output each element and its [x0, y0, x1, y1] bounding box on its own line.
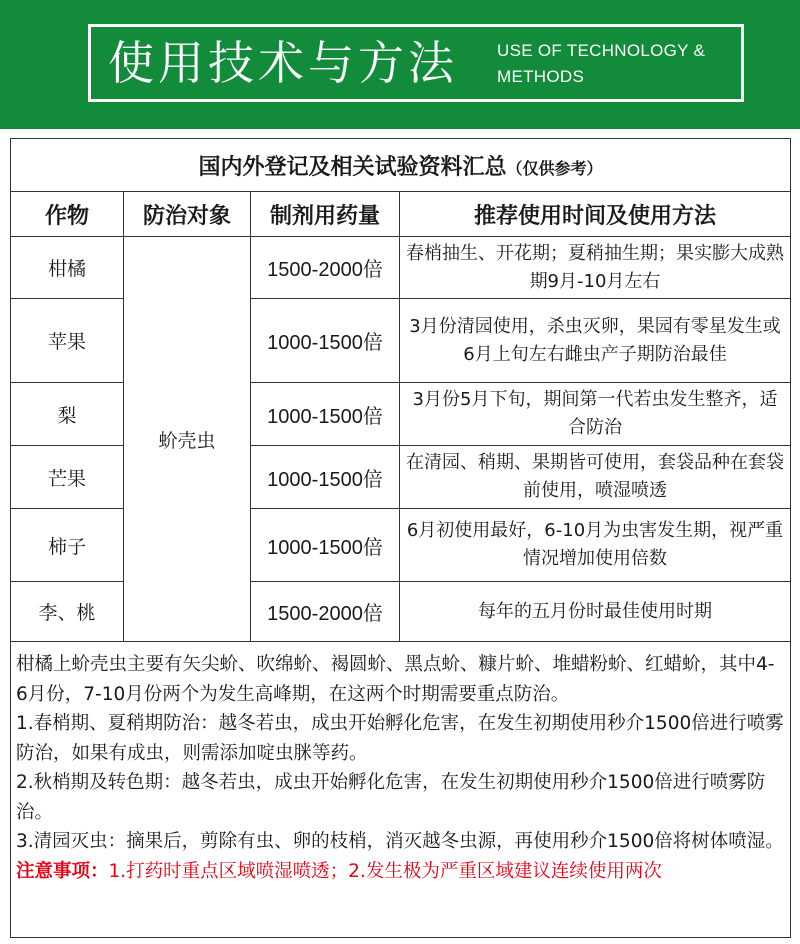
crop-cell: 梨 [11, 383, 124, 446]
crop-cell: 李、桃 [11, 582, 124, 642]
method-cell: 3月份5月下旬，期间第一代若虫发生整齐，适合防治 [400, 383, 791, 446]
header-title-en-line2: METHODS [497, 67, 585, 86]
notes-section [10, 644, 791, 938]
usage-table [10, 138, 791, 642]
dose-cell: 1000-1500倍 [251, 383, 400, 446]
method-cell: 6月初使用最好，6-10月为虫害发生期，视严重情况增加使用倍数 [400, 509, 791, 582]
table-title-text: 国内外登记及相关试验资料汇总 [198, 154, 507, 180]
dose-cell: 1500-2000倍 [251, 582, 400, 642]
notes-item-2: 2.秋梢期及转色期：越冬若虫，成虫开始孵化危害，在发生初期使用秒介1500倍进行喷雾防治。 [16, 772, 766, 823]
dose-cell: 1000-1500倍 [251, 446, 400, 509]
target-cell: 蚧壳虫 [124, 237, 251, 642]
caution-label: 注意事项： [16, 860, 109, 882]
header-crop: 作物 [11, 192, 124, 237]
crop-cell: 苹果 [11, 299, 124, 383]
dose-cell: 1000-1500倍 [251, 509, 400, 582]
method-cell: 3月份清园使用，杀虫灭卵，果园有零星发生或6月上旬左右雌虫产子期防治最佳 [400, 299, 791, 383]
header-banner [0, 0, 800, 129]
caution-line [16, 857, 785, 887]
header-method: 推荐使用时间及使用方法 [400, 192, 791, 237]
table-row [11, 237, 791, 299]
crop-cell: 柑橘 [11, 237, 124, 299]
header-dose: 制剂用药量 [251, 192, 400, 237]
header-title-en [497, 38, 705, 90]
crop-cell: 柿子 [11, 509, 124, 582]
dose-cell: 1000-1500倍 [251, 299, 400, 383]
table-title-note: （仅供参考） [506, 158, 603, 178]
notes-item-1: 1.春梢期、夏稍期防治：越冬若虫，成虫开始孵化危害，在发生初期使用秒介1500倍进行喷雾防治，如果有成虫，则需添加啶虫脒等药。 [16, 713, 784, 764]
notes-intro: 柑橘上蚧壳虫主要有矢尖蚧、吹绵蚧、褐圆蚧、黑点蚧、糠片蚧、堆蜡粉蚧、红蜡蚧，其中4-6月份，7-10月份两个为发生高峰期，在这两个时期需要重点防治。 [16, 654, 775, 705]
header-title-cn: 使用技术与方法 [108, 36, 458, 90]
table-header-row [11, 192, 791, 237]
header-target: 防治对象 [124, 192, 251, 237]
header-title-en-line1: USE OF TECHNOLOGY & [497, 41, 706, 60]
method-cell: 每年的五月份时最佳使用时期 [400, 582, 791, 642]
method-cell: 在清园、稍期、果期皆可使用，套袋品种在套袋前使用，喷湿喷透 [400, 446, 791, 509]
caution-text: 1.打药时重点区域喷湿喷透；2.发生极为严重区域建议连续使用两次 [108, 860, 662, 882]
table-title [11, 139, 791, 192]
crop-cell: 芒果 [11, 446, 124, 509]
dose-cell: 1500-2000倍 [251, 237, 400, 299]
method-cell: 春梢抽生、开花期；夏稍抽生期；果实膨大成熟期9月-10月左右 [400, 237, 791, 299]
notes-item-3: 3.清园灭虫：摘果后，剪除有虫、卵的枝梢，消灭越冬虫源，再使用秒介1500倍将树体喷湿。 [16, 831, 784, 852]
